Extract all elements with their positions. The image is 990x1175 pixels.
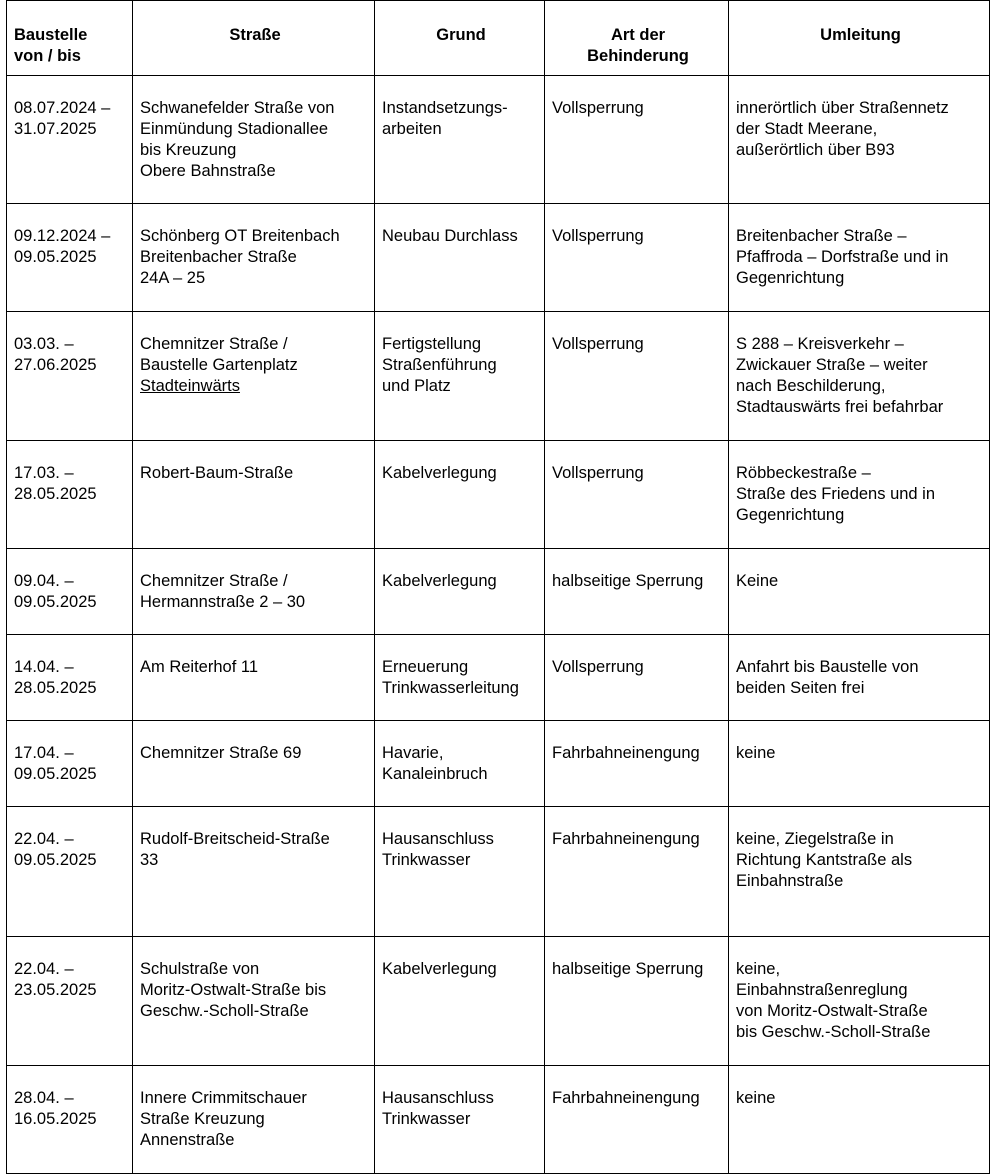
cell-reason: Hausanschluss Trinkwasser xyxy=(375,1066,545,1174)
cell-reason: Kabelverlegung xyxy=(375,549,545,635)
cell-street xyxy=(133,312,375,441)
cell-obstruction-type: halbseitige Sperrung xyxy=(545,937,729,1066)
cell-reason: Kabelverlegung xyxy=(375,937,545,1066)
cell-dates: 22.04. – 09.05.2025 xyxy=(7,807,133,937)
cell-street: Schulstraße von Moritz-Ostwalt-Straße bis Geschw.-Scholl-Straße xyxy=(133,937,375,1066)
table-row xyxy=(7,807,990,937)
cell-detour: innerörtlich über Straßennetz der Stadt Meerane, außerörtlich über B93 xyxy=(729,76,990,204)
cell-dates: 22.04. – 23.05.2025 xyxy=(7,937,133,1066)
cell-detour: keine, Ziegelstraße in Richtung Kantstraße als Einbahnstraße xyxy=(729,807,990,937)
cell-reason: Fertigstellung Straßenführung und Platz xyxy=(375,312,545,441)
table-row xyxy=(7,1066,990,1174)
construction-sites-table xyxy=(6,0,990,1174)
cell-detour: Röbbeckestraße – Straße des Friedens und in Gegenrichtung xyxy=(729,441,990,549)
table-row xyxy=(7,441,990,549)
cell-street: Schönberg OT Breitenbach Breitenbacher Straße 24A – 25 xyxy=(133,204,375,312)
header-obstruction-type: Art der Behinderung xyxy=(545,1,729,76)
header-reason: Grund xyxy=(375,1,545,76)
cell-dates: 28.04. – 16.05.2025 xyxy=(7,1066,133,1174)
cell-obstruction-type: halbseitige Sperrung xyxy=(545,549,729,635)
cell-detour: Keine xyxy=(729,549,990,635)
cell-detour: Breitenbacher Straße – Pfaffroda – Dorfstraße und in Gegenrichtung xyxy=(729,204,990,312)
cell-obstruction-type: Vollsperrung xyxy=(545,441,729,549)
table-row xyxy=(7,312,990,441)
cell-street: Rudolf-Breitscheid-Straße 33 xyxy=(133,807,375,937)
cell-detour: keine, Einbahnstraßenreglung von Moritz-Ostwalt-Straße bis Geschw.-Scholl-Straße xyxy=(729,937,990,1066)
cell-dates: 14.04. – 28.05.2025 xyxy=(7,635,133,721)
cell-reason: Neubau Durchlass xyxy=(375,204,545,312)
cell-street: Chemnitzer Straße 69 xyxy=(133,721,375,807)
cell-dates: 09.04. – 09.05.2025 xyxy=(7,549,133,635)
cell-reason: Hausanschluss Trinkwasser xyxy=(375,807,545,937)
cell-detour: S 288 – Kreisverkehr – Zwickauer Straße – weiter nach Beschilderung, Stadtauswärts frei befahrbar xyxy=(729,312,990,441)
cell-reason: Instandsetzungs- arbeiten xyxy=(375,76,545,204)
cell-obstruction-type: Fahrbahneinengung xyxy=(545,721,729,807)
cell-obstruction-type: Fahrbahneinengung xyxy=(545,807,729,937)
cell-detour: keine xyxy=(729,721,990,807)
table-row xyxy=(7,721,990,807)
cell-dates: 17.04. – 09.05.2025 xyxy=(7,721,133,807)
table-row xyxy=(7,204,990,312)
cell-obstruction-type: Vollsperrung xyxy=(545,312,729,441)
header-detour: Umleitung xyxy=(729,1,990,76)
cell-street: Am Reiterhof 11 xyxy=(133,635,375,721)
cell-street-text: Chemnitzer Straße / Baustelle Gartenplatz xyxy=(140,335,298,374)
cell-detour: Anfahrt bis Baustelle von beiden Seiten frei xyxy=(729,635,990,721)
cell-street: Schwanefelder Straße von Einmündung Stadionallee bis Kreuzung Obere Bahnstraße xyxy=(133,76,375,204)
cell-dates: 08.07.2024 – 31.07.2025 xyxy=(7,76,133,204)
cell-street: Chemnitzer Straße / Hermannstraße 2 – 30 xyxy=(133,549,375,635)
cell-street: Innere Crimmitschauer Straße Kreuzung Annenstraße xyxy=(133,1066,375,1174)
header-dates: Baustelle von / bis xyxy=(7,1,133,76)
table-row xyxy=(7,76,990,204)
cell-dates: 09.12.2024 – 09.05.2025 xyxy=(7,204,133,312)
table-row xyxy=(7,635,990,721)
table-row xyxy=(7,937,990,1066)
cell-obstruction-type: Vollsperrung xyxy=(545,635,729,721)
cell-dates: 03.03. – 27.06.2025 xyxy=(7,312,133,441)
cell-reason: Kabelverlegung xyxy=(375,441,545,549)
cell-street-direction: Stadteinwärts xyxy=(140,377,240,395)
cell-dates: 17.03. – 28.05.2025 xyxy=(7,441,133,549)
cell-obstruction-type: Vollsperrung xyxy=(545,204,729,312)
cell-obstruction-type: Vollsperrung xyxy=(545,76,729,204)
table-row xyxy=(7,549,990,635)
cell-reason: Erneuerung Trinkwasserleitung xyxy=(375,635,545,721)
table-header-row xyxy=(7,1,990,76)
cell-street: Robert-Baum-Straße xyxy=(133,441,375,549)
cell-obstruction-type: Fahrbahneinengung xyxy=(545,1066,729,1174)
cell-detour: keine xyxy=(729,1066,990,1174)
cell-reason: Havarie, Kanaleinbruch xyxy=(375,721,545,807)
header-street: Straße xyxy=(133,1,375,76)
